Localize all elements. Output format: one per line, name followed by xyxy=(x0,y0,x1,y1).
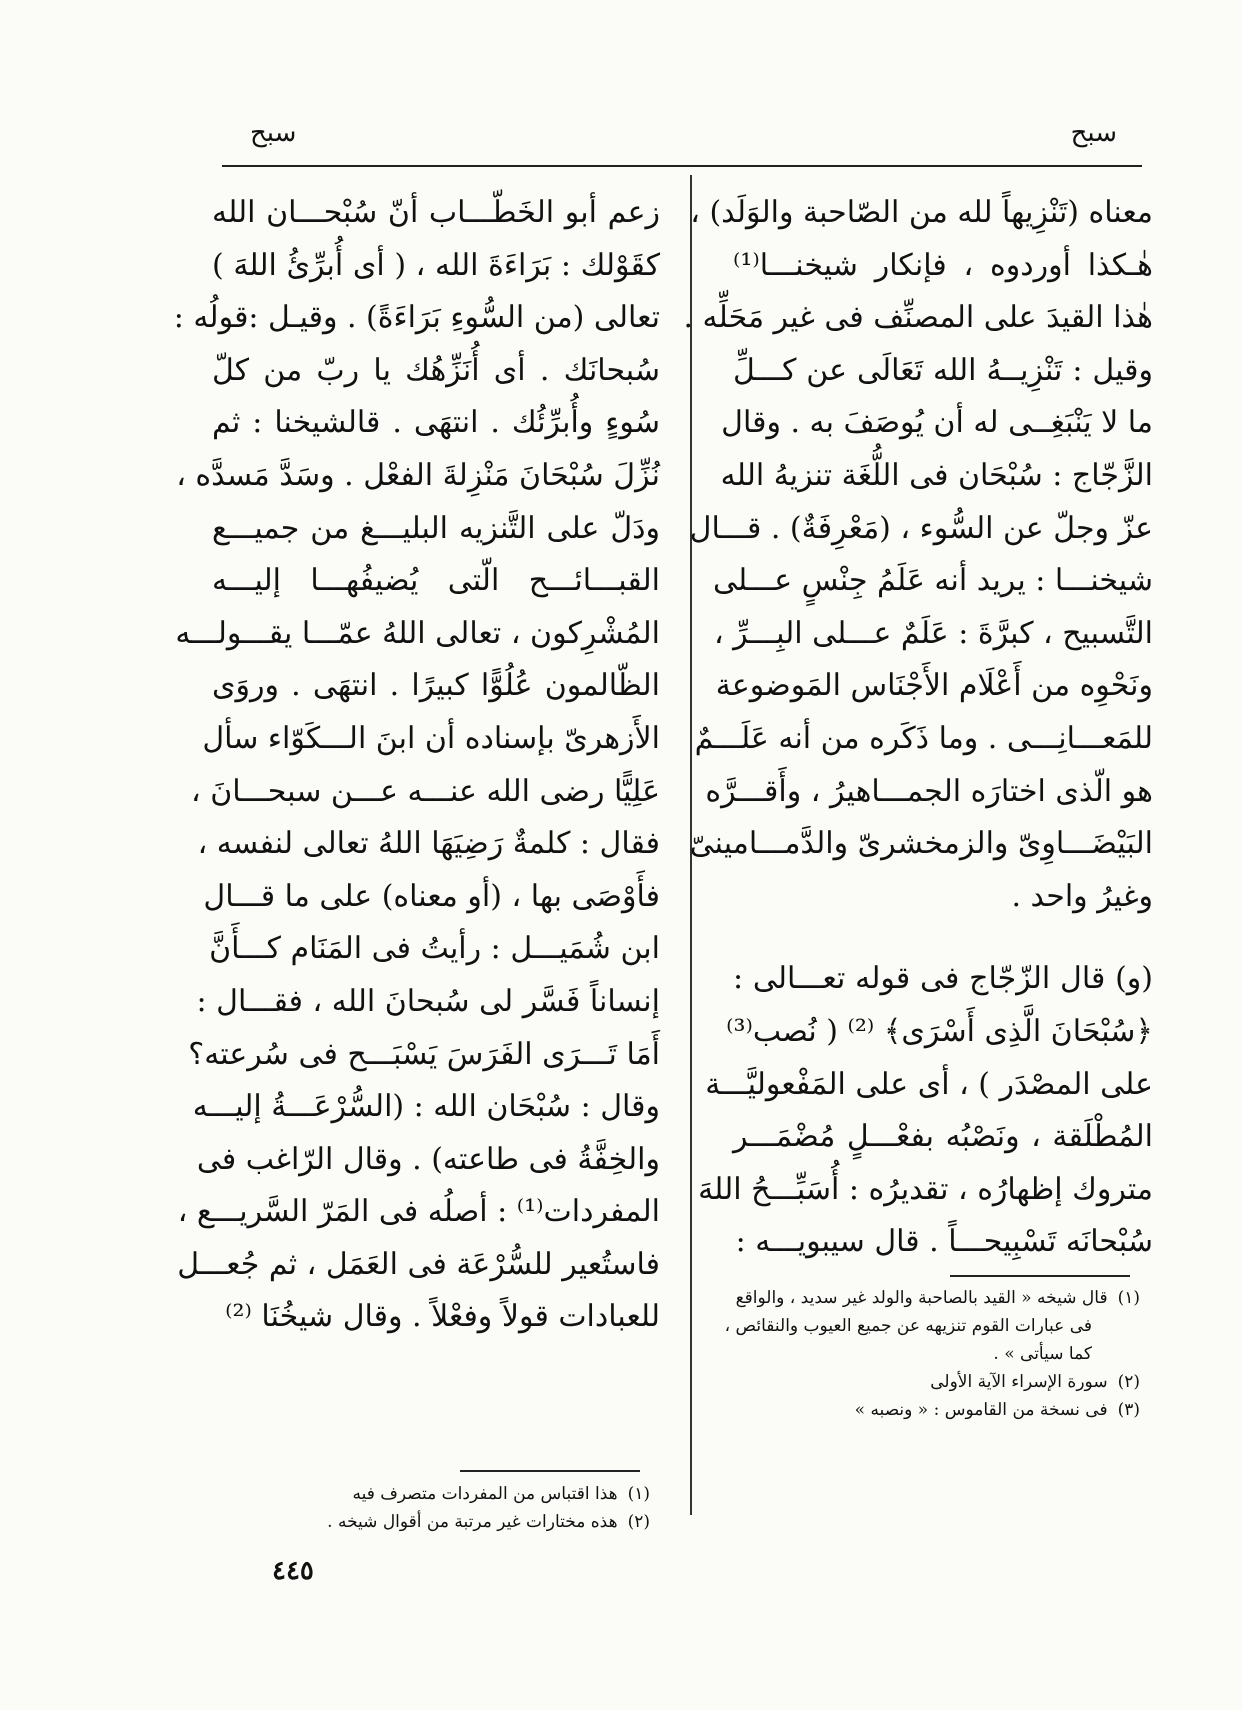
page-number: ٤٤٥ xyxy=(272,1556,314,1586)
text-line: هٰذا القيدَ على المصنِّف فى غير مَحَلِّه . xyxy=(683,300,1153,336)
text-line: أَمَا تَـــرَى الفَرَسَ يَسْبَـــح فى سُرعته؟ xyxy=(188,1036,660,1072)
footnotes-left xyxy=(250,1480,650,1536)
footnote-text: فى عبارات القوم تنزيهه عن جميع العيوب والنقائص ، xyxy=(724,1316,1092,1336)
text-line: المفردات⁽¹⁾ : أصلُه فى المَرّ السَّريـــع ، xyxy=(177,1194,660,1230)
running-header-left: سبح xyxy=(250,118,297,148)
text-line: المُشْرِكون ، تعالى اللهُ عمّـــا يقـــولـــه xyxy=(175,615,660,651)
right-text-column xyxy=(683,187,1153,1269)
text-line: للمَعـــانِـــى . وما ذَكَره من أنه عَلَـــمٌ xyxy=(694,720,1153,756)
text-line: ﴿سُبْحَانَ الَّذِى أَسْرَى﴾ ⁽²⁾ ( نُصب⁽³⁾ xyxy=(726,1013,1153,1049)
footnote-text: قال شيخه « القيد بالصاحبة والولد غير سديد ، والواقع xyxy=(735,1288,1108,1308)
footnote xyxy=(250,1508,650,1536)
text-line: الظّالمون عُلُوًّا كبيرًا . انتهَى . وروَى xyxy=(212,668,660,704)
footnote-text: هذا اقتباس من المفردات متصرف فيه xyxy=(352,1484,618,1504)
footnote xyxy=(250,1480,650,1508)
footnote-text: سورة الإسراء الآية الأولى xyxy=(930,1372,1108,1392)
paragraph-gap xyxy=(733,923,1153,953)
text-line: عَلِيًّا رضى الله عنـــه عـــن سبحـــانَ ، xyxy=(191,773,660,809)
text-line: ودَلّ على التَّنزيه البليـــغ من جميـــع xyxy=(212,510,660,546)
footnote-number: (٢) xyxy=(1117,1372,1140,1392)
text-line: تعالى (من السُّوءِ بَرَاءَةً) . وقيـل :قولُه : xyxy=(173,300,660,336)
text-line: سُبحانَك . أى أُنَزِّهُك يا ربّ من كلّ xyxy=(212,352,660,388)
text-line: (و) قال الزّجّاج فى قوله تعـــالى : xyxy=(733,961,1153,997)
footnote-rule-left xyxy=(460,1470,640,1472)
text-line: البَيْضَـــاوِىّ والزمخشرىّ والدَّمـــامينىّ xyxy=(689,826,1153,862)
footnote xyxy=(720,1284,1140,1312)
text-line: ما لا يَنْبَغِــى له أن يُوصَفَ به . وقال xyxy=(721,405,1153,441)
footnote-text: كما سيأتى » . xyxy=(993,1344,1092,1364)
text-line: زعم أبو الخَطّـــاب أنّ سُبْحـــان الله xyxy=(212,195,660,230)
footnote xyxy=(720,1312,1140,1340)
text-line: معناه (تَنْزِيهاً لله من الصّاحبة والوَلَد) ، xyxy=(690,195,1153,230)
footnote-number: (٣) xyxy=(1117,1400,1140,1420)
footnote xyxy=(720,1340,1140,1368)
text-line: نُزِّلَ سُبْحَانَ مَنْزِلةَ الفعْل . وسَدَّ مَسدَّه ، xyxy=(176,457,660,493)
text-line: الزَّجّاج : سُبْحَان فى اللُّغَة تنزيهُ الله xyxy=(720,457,1153,493)
footnote-number: (٢) xyxy=(627,1512,650,1532)
header-rule xyxy=(222,165,1142,167)
text-line: والخِفَّةُ فى طاعته) . وقال الرّاغب فى xyxy=(196,1141,660,1177)
footnote-number: (١) xyxy=(1117,1288,1140,1308)
footnote xyxy=(720,1396,1140,1424)
text-line: سُبْحانَه تَسْبِيحـــاً . قال سيبويـــه : xyxy=(735,1224,1153,1260)
footnote-number: (١) xyxy=(627,1484,650,1504)
text-line: شيخنـــا : يريد أنه عَلَمُ جِنْسٍ عـــلى xyxy=(712,563,1153,599)
text-line: التَّسبيح ، كبرَّةَ : عَلَمٌ عـــلى البِـــرِّ ، xyxy=(713,615,1153,651)
footnote-text: هذه مختارات غير مرتبة من أقوال شيخه . xyxy=(327,1512,618,1532)
footnote-rule-right xyxy=(950,1275,1130,1277)
text-line: كقَوْلك : بَرَاءَةَ الله ، ( أى أُبرِّئُ اللهَ ) xyxy=(212,247,660,283)
text-line: ونَحْوِه من أَعْلَام الأَجْنَاس المَوضوعة xyxy=(715,668,1153,704)
text-line: وغيرُ واحد . xyxy=(1011,878,1153,914)
text-line: فاستُعير للسُّرْعَة فى العَمَل ، ثم جُعـــل xyxy=(177,1246,660,1282)
text-line: على المصْدَر ) ، أى على المَفْعوليَّـــة xyxy=(705,1066,1153,1102)
text-line: فقال : كلمةٌ رَضِيَهَا اللهُ تعالى لنفسه ، xyxy=(197,826,660,862)
left-text-column xyxy=(173,187,660,1344)
text-line: الأَزهرىّ بإسناده أن ابنَ الـــكَوّاء سأل xyxy=(202,720,660,756)
text-line: عزّ وجلّ عن السُّوء ، (مَعْرِفَةٌ) . قـــال xyxy=(689,510,1153,546)
text-line: إنساناً فَسَّر لى سُبحانَ الله ، فقـــال : xyxy=(196,983,660,1019)
text-line: فأَوْصَى بها ، (أو معناه) على ما قـــال xyxy=(203,878,660,914)
text-line: سُوءٍ وأُبرِّئُك . انتهَى . قالشيخنا : ثم xyxy=(212,405,660,441)
text-line: هٰـكذا أوردوه ، فإنكار شيخنـــا⁽¹⁾ xyxy=(733,247,1153,283)
text-line: وقال : سُبْحَان الله : (السُّرْعَـــةُ إليـــه xyxy=(192,1089,660,1125)
text-line: متروك إظهارُه ، تقديرُه : أُسَبِّـــحُ اللهَ xyxy=(698,1171,1153,1207)
text-line: ابن شُمَيـــل : رأيتُ فى المَنَام كـــأَنَّ xyxy=(209,931,660,967)
text-line: المُطْلَقة ، ونَصْبُه بفعْـــلٍ مُضْمَـــر xyxy=(733,1119,1153,1155)
footnote-text: فى نسخة من القاموس : « ونصبه » xyxy=(854,1400,1108,1420)
footnotes-right xyxy=(720,1284,1140,1424)
text-line: القبـــائـــح الّتى يُضيفُهـــا إليـــه xyxy=(212,563,660,599)
footnote xyxy=(720,1368,1140,1396)
text-line: وقيل : تَنْزِيــهُ الله تَعَالَى عن كـــلِّ xyxy=(733,352,1153,388)
text-line: للعبادات قولاً وفعْلاً . وقال شيخُنَا ⁽²⁾ xyxy=(225,1299,660,1335)
running-header-right: سبح xyxy=(1070,118,1117,148)
text-line: هو الّذى اختارَه الجمـــاهيرُ ، وأَقـــرَّه xyxy=(705,773,1153,809)
